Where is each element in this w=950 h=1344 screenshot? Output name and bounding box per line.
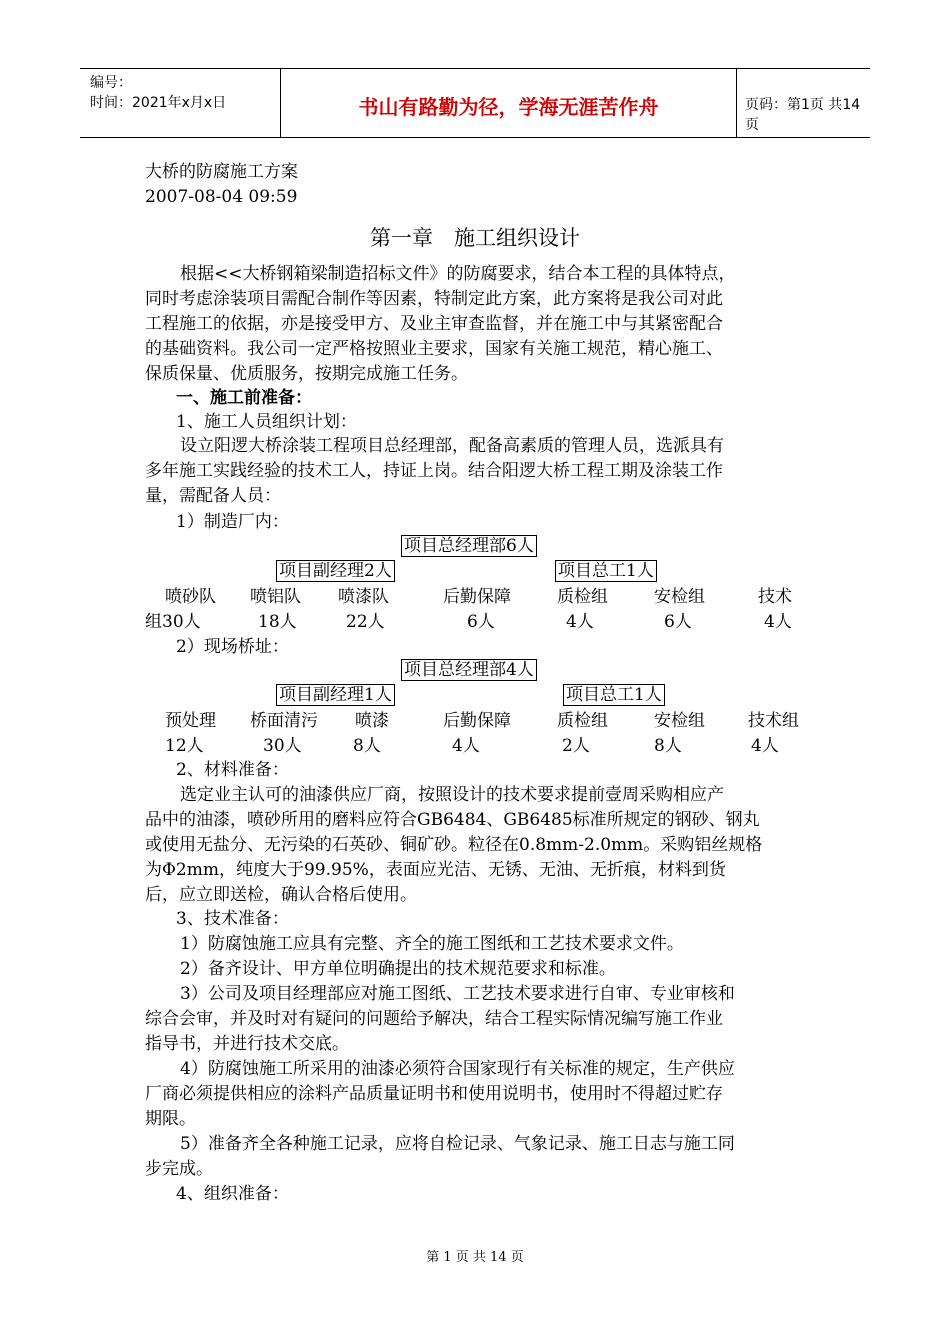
intro-line: 根据<<大桥钢箱梁制造招标文件》的防腐要求，结合本工程的具体特点， — [180, 264, 736, 284]
site-team: 桥面清污 — [250, 711, 318, 731]
factory-team: 技术 — [758, 587, 792, 607]
sub3-line: 步完成。 — [145, 1159, 213, 1179]
sub3-line: 厂商必须提供相应的涂料产品质量证明书和使用说明书，使用时不得超过贮存 — [145, 1084, 723, 1104]
sub1-line: 设立阳逻大桥涂装工程项目总经理部，配备高素质的管理人员，选派具有 — [180, 436, 724, 456]
header-page-info: 页码：第1页 共14页 — [745, 97, 861, 133]
sub3-line: 3）公司及项目经理部应对施工图纸、工艺技术要求进行自审、专业审核和 — [180, 984, 735, 1004]
number-label: 编号： — [90, 75, 132, 91]
factory-count: 4人 — [566, 612, 594, 632]
intro-line: 的基础资料。我公司一定严格按照业主要求，国家有关施工规范，精心施工、 — [145, 339, 723, 359]
site-team: 安检组 — [654, 711, 705, 731]
factory-gm-box: 项目总经理部6人 — [401, 535, 537, 557]
factory-team: 喷铝队 — [250, 587, 301, 607]
site-deputy-box: 项目副经理1人 — [276, 684, 395, 706]
factory-count: 22人 — [346, 612, 385, 632]
doc-datetime: 2007-08-04 09:59 — [145, 187, 298, 207]
factory-count: 18人 — [258, 612, 297, 632]
subsection-heading: 2、材料准备： — [176, 760, 289, 780]
sub2-line: 或使用无盐分、无污染的石英砂、铜矿砂。粒径在0.8mm-2.0mm。采购铝丝规格 — [145, 835, 763, 855]
factory-team: 后勤保障 — [443, 587, 511, 607]
site-count: 8人 — [353, 736, 381, 756]
page-footer: 第 1 页 共 14 页 — [426, 1250, 524, 1265]
sub3-line: 1）防腐蚀施工应具有完整、齐全的施工图纸和工艺技术要求文件。 — [180, 934, 684, 954]
site-team: 喷漆 — [355, 711, 389, 731]
site-count: 2人 — [562, 736, 590, 756]
header-motto: 书山有路勤为径，学海无涯苦作舟 — [358, 95, 659, 119]
site-count: 8人 — [654, 736, 682, 756]
factory-count: 6人 — [467, 612, 495, 632]
factory-team: 喷砂队 — [165, 587, 216, 607]
factory-chief-box: 项目总工1人 — [555, 560, 657, 582]
factory-label: 1）制造厂内： — [176, 512, 289, 532]
sub3-line: 5）准备齐全各种施工记录，应将自检记录、气象记录、施工日志与施工同 — [180, 1134, 735, 1154]
site-label: 2）现场桥址： — [176, 637, 289, 657]
site-team: 预处理 — [165, 711, 216, 731]
sub2-line: 选定业主认可的油漆供应厂商，按照设计的技术要求提前壹周采购相应产 — [180, 785, 724, 805]
sub3-line: 4）防腐蚀施工所采用的油漆必须符合国家现行有关标准的规定，生产供应 — [180, 1059, 735, 1079]
time-label: 时间：2021年x月x日 — [90, 95, 227, 111]
factory-count: 6人 — [664, 612, 692, 632]
subsection-heading: 4、组织准备： — [176, 1184, 289, 1204]
factory-team: 质检组 — [557, 587, 608, 607]
site-count: 12人 — [165, 736, 204, 756]
sub3-line: 综合会审，并及时对有疑问的问题给予解决，结合工程实际情况编写施工作业 — [145, 1009, 723, 1029]
header-motto-cell — [280, 69, 737, 137]
header-meta — [90, 73, 226, 113]
sub3-line: 指导书，并进行技术交底。 — [145, 1034, 349, 1054]
intro-line: 同时考虑涂装项目需配合制作等因素，特制定此方案，此方案将是我公司对此 — [145, 289, 723, 309]
site-count: 4人 — [452, 736, 480, 756]
sub3-line: 期限。 — [145, 1109, 196, 1129]
page-header — [80, 68, 870, 138]
site-team: 后勤保障 — [443, 711, 511, 731]
sub2-line: 品中的油漆，喷砂所用的磨料应符合GB6484、GB6485标准所规定的钢砂、钢丸 — [145, 810, 760, 830]
section-heading: 一、施工前准备： — [176, 388, 312, 408]
factory-team: 安检组 — [654, 587, 705, 607]
site-gm-box: 项目总经理部4人 — [401, 659, 537, 681]
subsection-heading: 1、施工人员组织计划： — [176, 412, 357, 432]
sub1-line: 量，需配备人员： — [145, 486, 281, 506]
sub2-line: 后，应立即送检，确认合格后使用。 — [145, 885, 417, 905]
doc-title: 大桥的防腐施工方案 — [145, 162, 298, 182]
site-team: 技术组 — [748, 711, 799, 731]
chapter-title: 第一章 施工组织设计 — [370, 226, 580, 250]
factory-team: 喷漆队 — [338, 587, 389, 607]
intro-line: 保质保量、优质服务，按期完成施工任务。 — [145, 364, 468, 384]
factory-count: 4人 — [764, 612, 792, 632]
site-team: 质检组 — [557, 711, 608, 731]
sub2-line: 为Φ2mm，纯度大于99.95%，表面应光洁、无锈、无油、无折痕，材料到货 — [145, 860, 726, 880]
intro-line: 工程施工的依据，亦是接受甲方、及业主审查监督，并在施工中与其紧密配合 — [145, 314, 723, 334]
subsection-heading: 3、技术准备： — [176, 909, 289, 929]
site-count: 30人 — [263, 736, 302, 756]
site-chief-box: 项目总工1人 — [563, 684, 665, 706]
factory-deputy-box: 项目副经理2人 — [276, 560, 395, 582]
sub1-line: 多年施工实践经验的技术工人，持证上岗。结合阳逻大桥工程工期及涂装工作 — [145, 461, 723, 481]
sub3-line: 2）备齐设计、甲方单位明确提出的技术规范要求和标准。 — [180, 959, 616, 979]
factory-count: 组30人 — [145, 612, 201, 632]
site-count: 4人 — [751, 736, 779, 756]
